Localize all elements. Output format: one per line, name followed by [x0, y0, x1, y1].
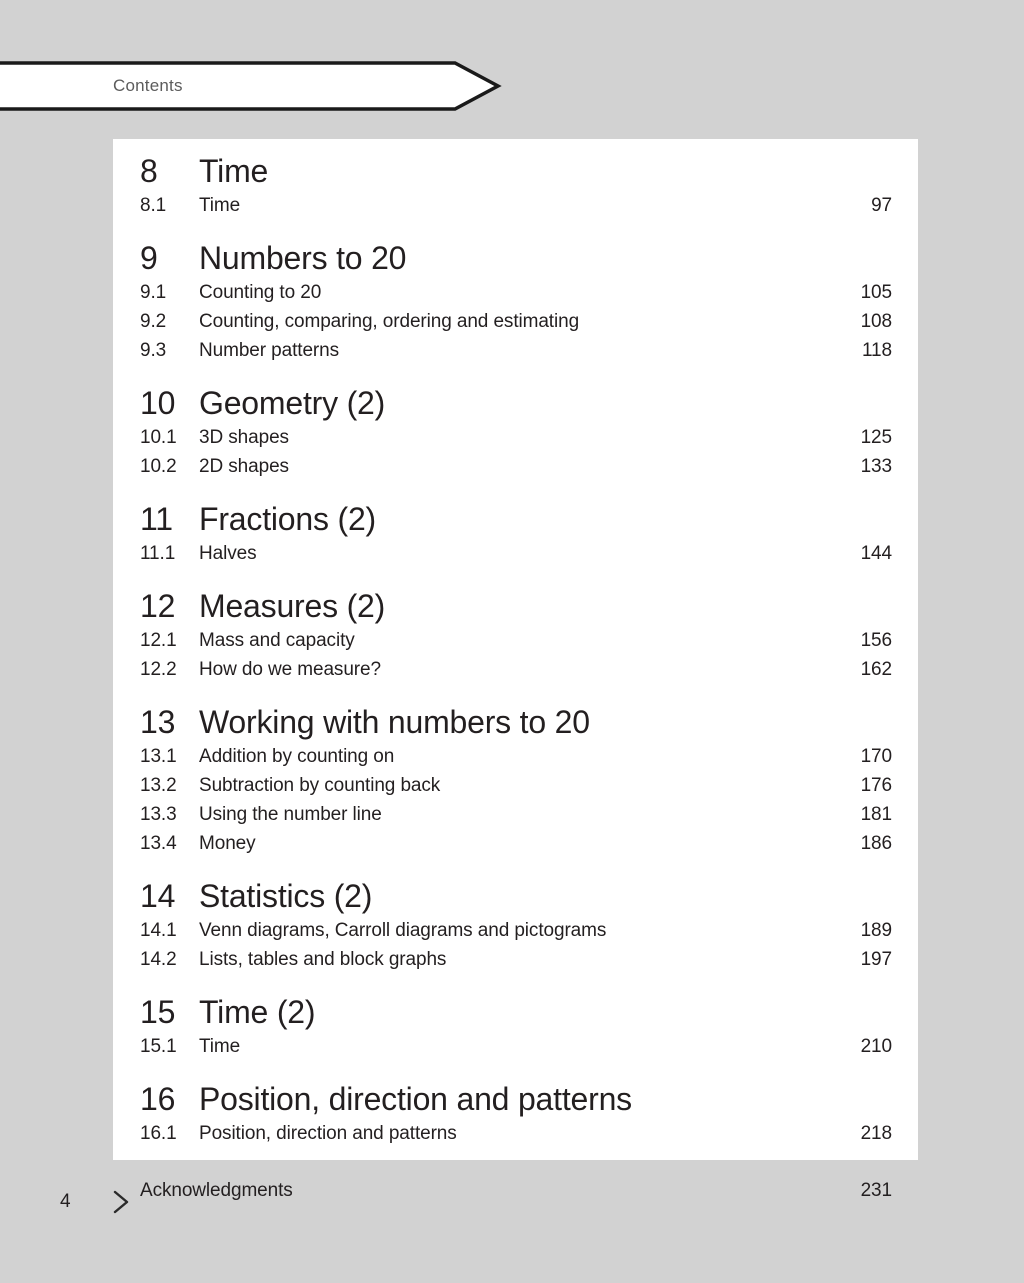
toc-list: [140, 150, 892, 1206]
toc-entry-row[interactable]: [140, 656, 892, 685]
entry-page-number: 97: [871, 195, 892, 217]
entry-title: Venn diagrams, Carroll diagrams and pictograms: [199, 920, 607, 942]
entry-page-number: 156: [860, 630, 892, 652]
toc-entry-row[interactable]: [140, 1120, 892, 1149]
entry-page-number: 197: [860, 948, 892, 970]
entry-number: 12.1: [140, 630, 177, 652]
entry-page-number: 162: [860, 659, 892, 681]
chapter-title: Position, direction and patterns: [199, 1080, 632, 1117]
entry-number: 9.3: [140, 340, 167, 362]
entry-title: Subtraction by counting back: [199, 775, 441, 797]
chapter-group: [140, 875, 892, 975]
entry-page-number: 218: [860, 1123, 892, 1145]
entry-page-number: 125: [860, 427, 892, 449]
entry-number: 15.1: [140, 1036, 177, 1057]
entry-number: 13.4: [140, 832, 177, 854]
entry-number: 9.1: [140, 282, 167, 304]
toc-entry-row[interactable]: [140, 946, 892, 975]
chevron-right-icon: [104, 1185, 138, 1219]
toc-entry-row[interactable]: [140, 1033, 892, 1062]
toc-entry-row[interactable]: [140, 308, 892, 337]
chapter-group: [140, 585, 892, 685]
chapter-heading[interactable]: [140, 701, 892, 743]
entry-number: 12.2: [140, 659, 177, 681]
acknowledgments-page-number: 231: [860, 1179, 892, 1201]
chapter-group: [140, 1078, 892, 1149]
entry-title: Number patterns: [199, 340, 340, 362]
entry-page-number: 210: [860, 1036, 892, 1057]
entry-title: 2D shapes: [199, 456, 289, 478]
entry-page-number: 105: [860, 282, 892, 304]
entry-title: Position, direction and patterns: [199, 1123, 457, 1145]
chapter-title: Time (2): [199, 993, 316, 1030]
chapter-number: 11: [140, 500, 173, 537]
toc-entry-row[interactable]: [140, 830, 892, 859]
chapter-number: 12: [140, 588, 176, 625]
acknowledgments-label: Acknowledgments: [140, 1179, 293, 1201]
toc-entry-row[interactable]: [140, 743, 892, 772]
entry-title: 3D shapes: [199, 427, 289, 449]
entry-title: Using the number line: [199, 804, 382, 826]
chapter-heading[interactable]: [140, 1078, 892, 1120]
entry-title: Mass and capacity: [199, 630, 355, 652]
chapter-heading[interactable]: [140, 498, 892, 540]
entry-page-number: 176: [860, 775, 892, 797]
entry-page-number: 144: [860, 543, 892, 565]
contents-header-banner: [0, 61, 502, 111]
chapter-heading[interactable]: [140, 150, 892, 192]
toc-entry-row[interactable]: [140, 801, 892, 830]
chapter-title: Fractions (2): [199, 500, 376, 537]
footer-page-number: 4: [60, 1191, 71, 1212]
chapter-title: Numbers to 20: [199, 240, 407, 277]
entry-number: 14.1: [140, 920, 177, 942]
entry-number: 10.1: [140, 427, 177, 449]
chapter-heading[interactable]: [140, 991, 892, 1033]
chapter-title: Time: [199, 153, 269, 189]
next-page-button[interactable]: [104, 1185, 138, 1219]
entry-title: Time: [199, 195, 241, 217]
toc-entry-row[interactable]: [140, 192, 892, 221]
entry-title: Addition by counting on: [199, 746, 395, 768]
chapter-heading[interactable]: [140, 237, 892, 279]
entry-number: 9.2: [140, 311, 167, 333]
table-of-contents-panel: [113, 139, 918, 1201]
entry-page-number: 108: [860, 311, 892, 333]
toc-entry-row[interactable]: [140, 772, 892, 801]
chapter-number: 13: [140, 704, 176, 741]
entry-page-number: 133: [860, 456, 892, 478]
entry-page-number: 189: [860, 920, 892, 942]
toc-entry-row[interactable]: [140, 337, 892, 366]
toc-entry-row[interactable]: [140, 424, 892, 453]
entry-title: Time: [199, 1036, 241, 1057]
page-title: Contents: [113, 76, 183, 95]
chapter-number: 9: [140, 240, 158, 277]
entry-page-number: 118: [862, 340, 892, 362]
entry-page-number: 181: [860, 804, 892, 826]
chapter-number: 15: [140, 993, 176, 1030]
entry-title: Counting, comparing, ordering and estimating: [199, 311, 580, 333]
chapter-number: 16: [140, 1080, 176, 1117]
entry-page-number: 170: [860, 746, 892, 768]
chapter-heading[interactable]: [140, 382, 892, 424]
entry-title: Money: [199, 832, 256, 854]
chapter-group: [140, 498, 892, 569]
entry-number: 14.2: [140, 948, 177, 970]
chapter-group: [140, 701, 892, 859]
chapter-number: 8: [140, 153, 158, 189]
chapter-title: Working with numbers to 20: [199, 704, 590, 741]
chapter-number: 14: [140, 877, 176, 914]
toc-entry-row[interactable]: [140, 453, 892, 482]
chapter-number: 10: [140, 384, 176, 421]
entry-title: Halves: [199, 543, 257, 565]
entry-title: How do we measure?: [199, 659, 381, 681]
entry-page-number: 186: [860, 832, 892, 854]
chapter-group: [140, 150, 892, 221]
entry-number: 13.2: [140, 775, 177, 797]
chapter-group: [140, 991, 892, 1062]
toc-entry-row[interactable]: [140, 279, 892, 308]
toc-entry-row[interactable]: [140, 540, 892, 569]
entry-number: 11.1: [140, 543, 176, 565]
chapter-title: Statistics (2): [199, 877, 373, 914]
toc-entry-row[interactable]: [140, 627, 892, 656]
entry-number: 10.2: [140, 456, 177, 478]
banner-arrow-shape: [0, 61, 502, 111]
page-footer: [0, 1185, 1024, 1245]
chapter-heading[interactable]: [140, 875, 892, 917]
entry-title: Lists, tables and block graphs: [199, 948, 447, 970]
entry-number: 13.3: [140, 804, 177, 826]
entry-title: Counting to 20: [199, 282, 322, 304]
entry-number: 16.1: [140, 1123, 177, 1145]
chapter-group: [140, 237, 892, 366]
entry-number: 8.1: [140, 195, 167, 217]
chapter-title: Geometry (2): [199, 384, 386, 421]
entry-number: 13.1: [140, 746, 177, 768]
chapter-title: Measures (2): [199, 588, 386, 625]
chapter-group: [140, 382, 892, 482]
toc-entry-row[interactable]: [140, 917, 892, 946]
chapter-heading[interactable]: [140, 585, 892, 627]
